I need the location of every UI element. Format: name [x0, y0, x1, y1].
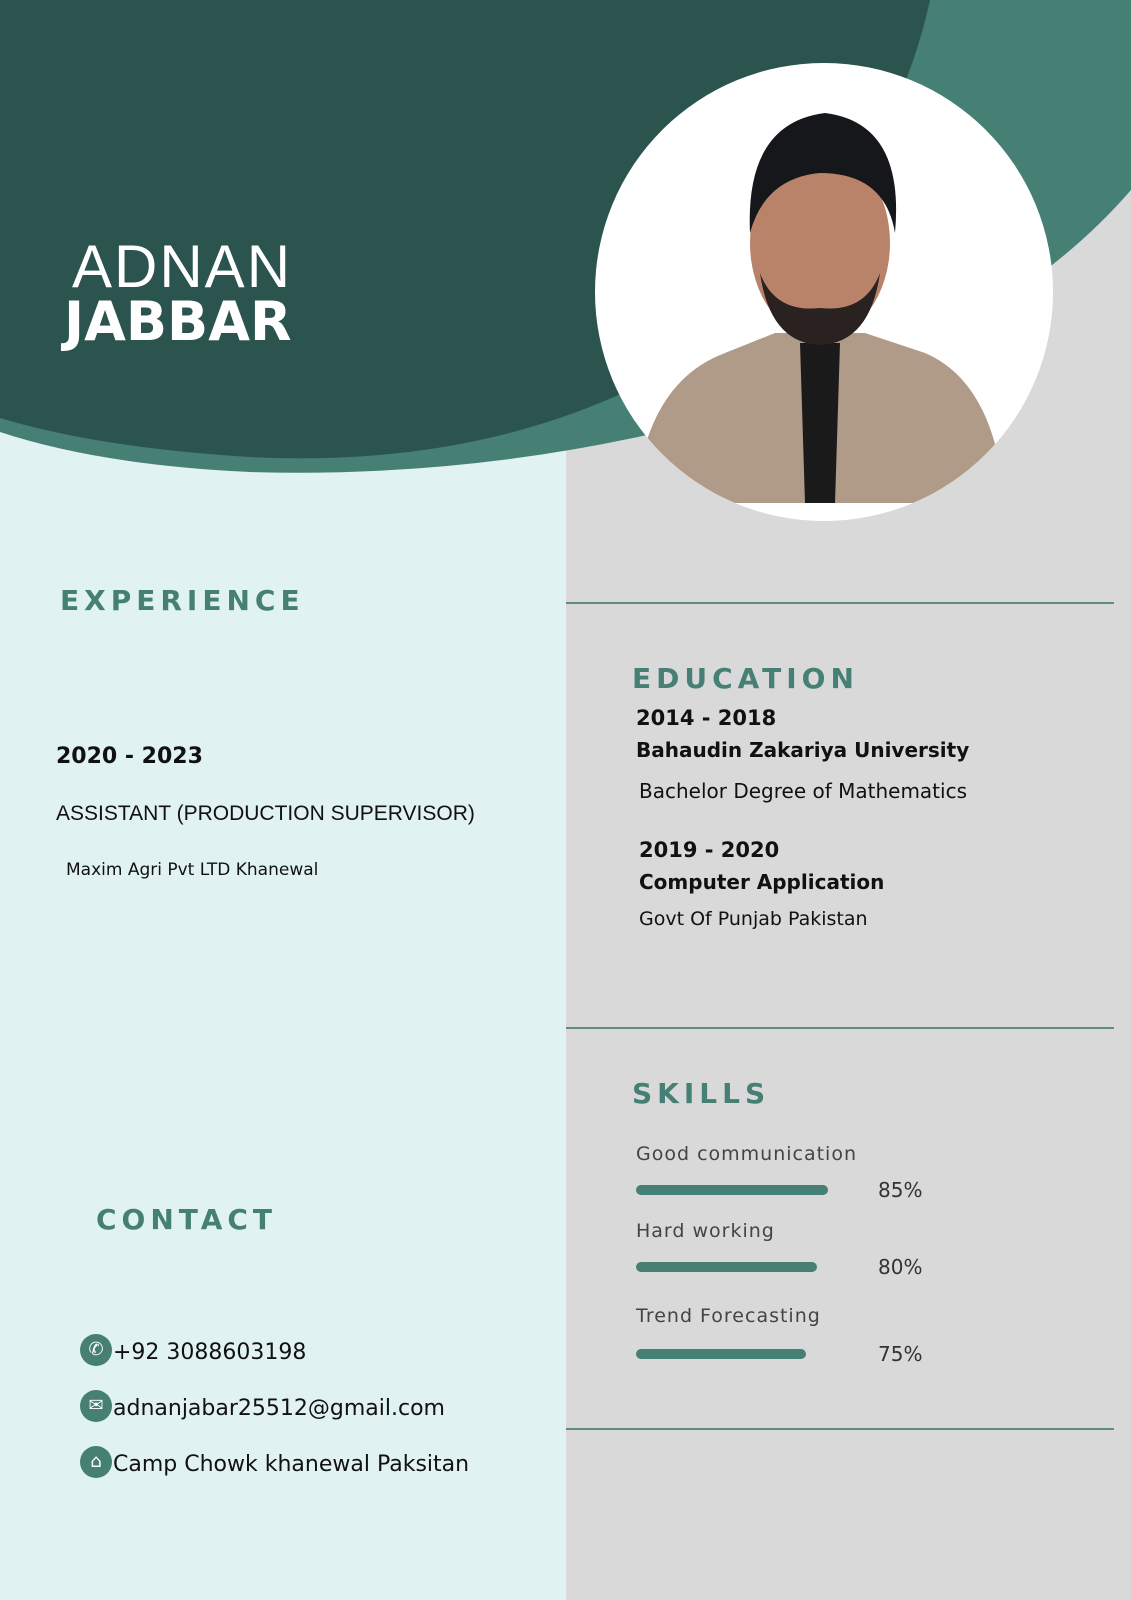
skill-bar [636, 1349, 806, 1359]
experience-company: Maxim Agri Pvt LTD Khanewal [66, 860, 319, 880]
skills-heading: SKILLS [632, 1077, 771, 1110]
education-years: 2014 - 2018 [636, 706, 777, 730]
skill-percent: 75% [878, 1342, 923, 1366]
home-icon: ⌂ [80, 1446, 112, 1478]
divider [566, 1027, 1114, 1029]
education-degree: Govt Of Punjab Pakistan [639, 908, 868, 930]
skill-bar [636, 1185, 828, 1195]
education-years: 2019 - 2020 [639, 838, 780, 862]
phone-icon: ✆ [80, 1334, 112, 1366]
education-institution: Bahaudin Zakariya University [636, 738, 970, 762]
first-name: ADNAN [72, 233, 293, 300]
skill-bar [636, 1262, 817, 1272]
divider [566, 1428, 1114, 1430]
profile-photo [595, 63, 1053, 521]
contact-heading: CONTACT [96, 1203, 278, 1236]
education-heading: EDUCATION [632, 662, 859, 695]
experience-years: 2020 - 2023 [56, 744, 203, 769]
skill-label: Good communication [636, 1143, 858, 1165]
education-degree: Bachelor Degree of Mathematics [639, 779, 967, 803]
skill-percent: 80% [878, 1255, 923, 1279]
contact-address: Camp Chowk khanewal Paksitan [113, 1452, 470, 1477]
education-institution: Computer Application [639, 870, 885, 894]
contact-email: adnanjabar25512@gmail.com [113, 1396, 445, 1421]
experience-role: ASSISTANT (PRODUCTION SUPERVISOR) [56, 802, 475, 825]
skill-label: Hard working [636, 1220, 775, 1242]
skill-percent: 85% [878, 1178, 923, 1202]
skill-label: Trend Forecasting [636, 1305, 821, 1327]
experience-heading: EXPERIENCE [60, 584, 305, 617]
last-name: JABBAR [64, 290, 292, 353]
contact-phone: +92 3088603198 [113, 1340, 307, 1365]
divider [566, 602, 1114, 604]
person-silhouette [635, 83, 1005, 503]
mail-icon: ✉ [80, 1390, 112, 1422]
